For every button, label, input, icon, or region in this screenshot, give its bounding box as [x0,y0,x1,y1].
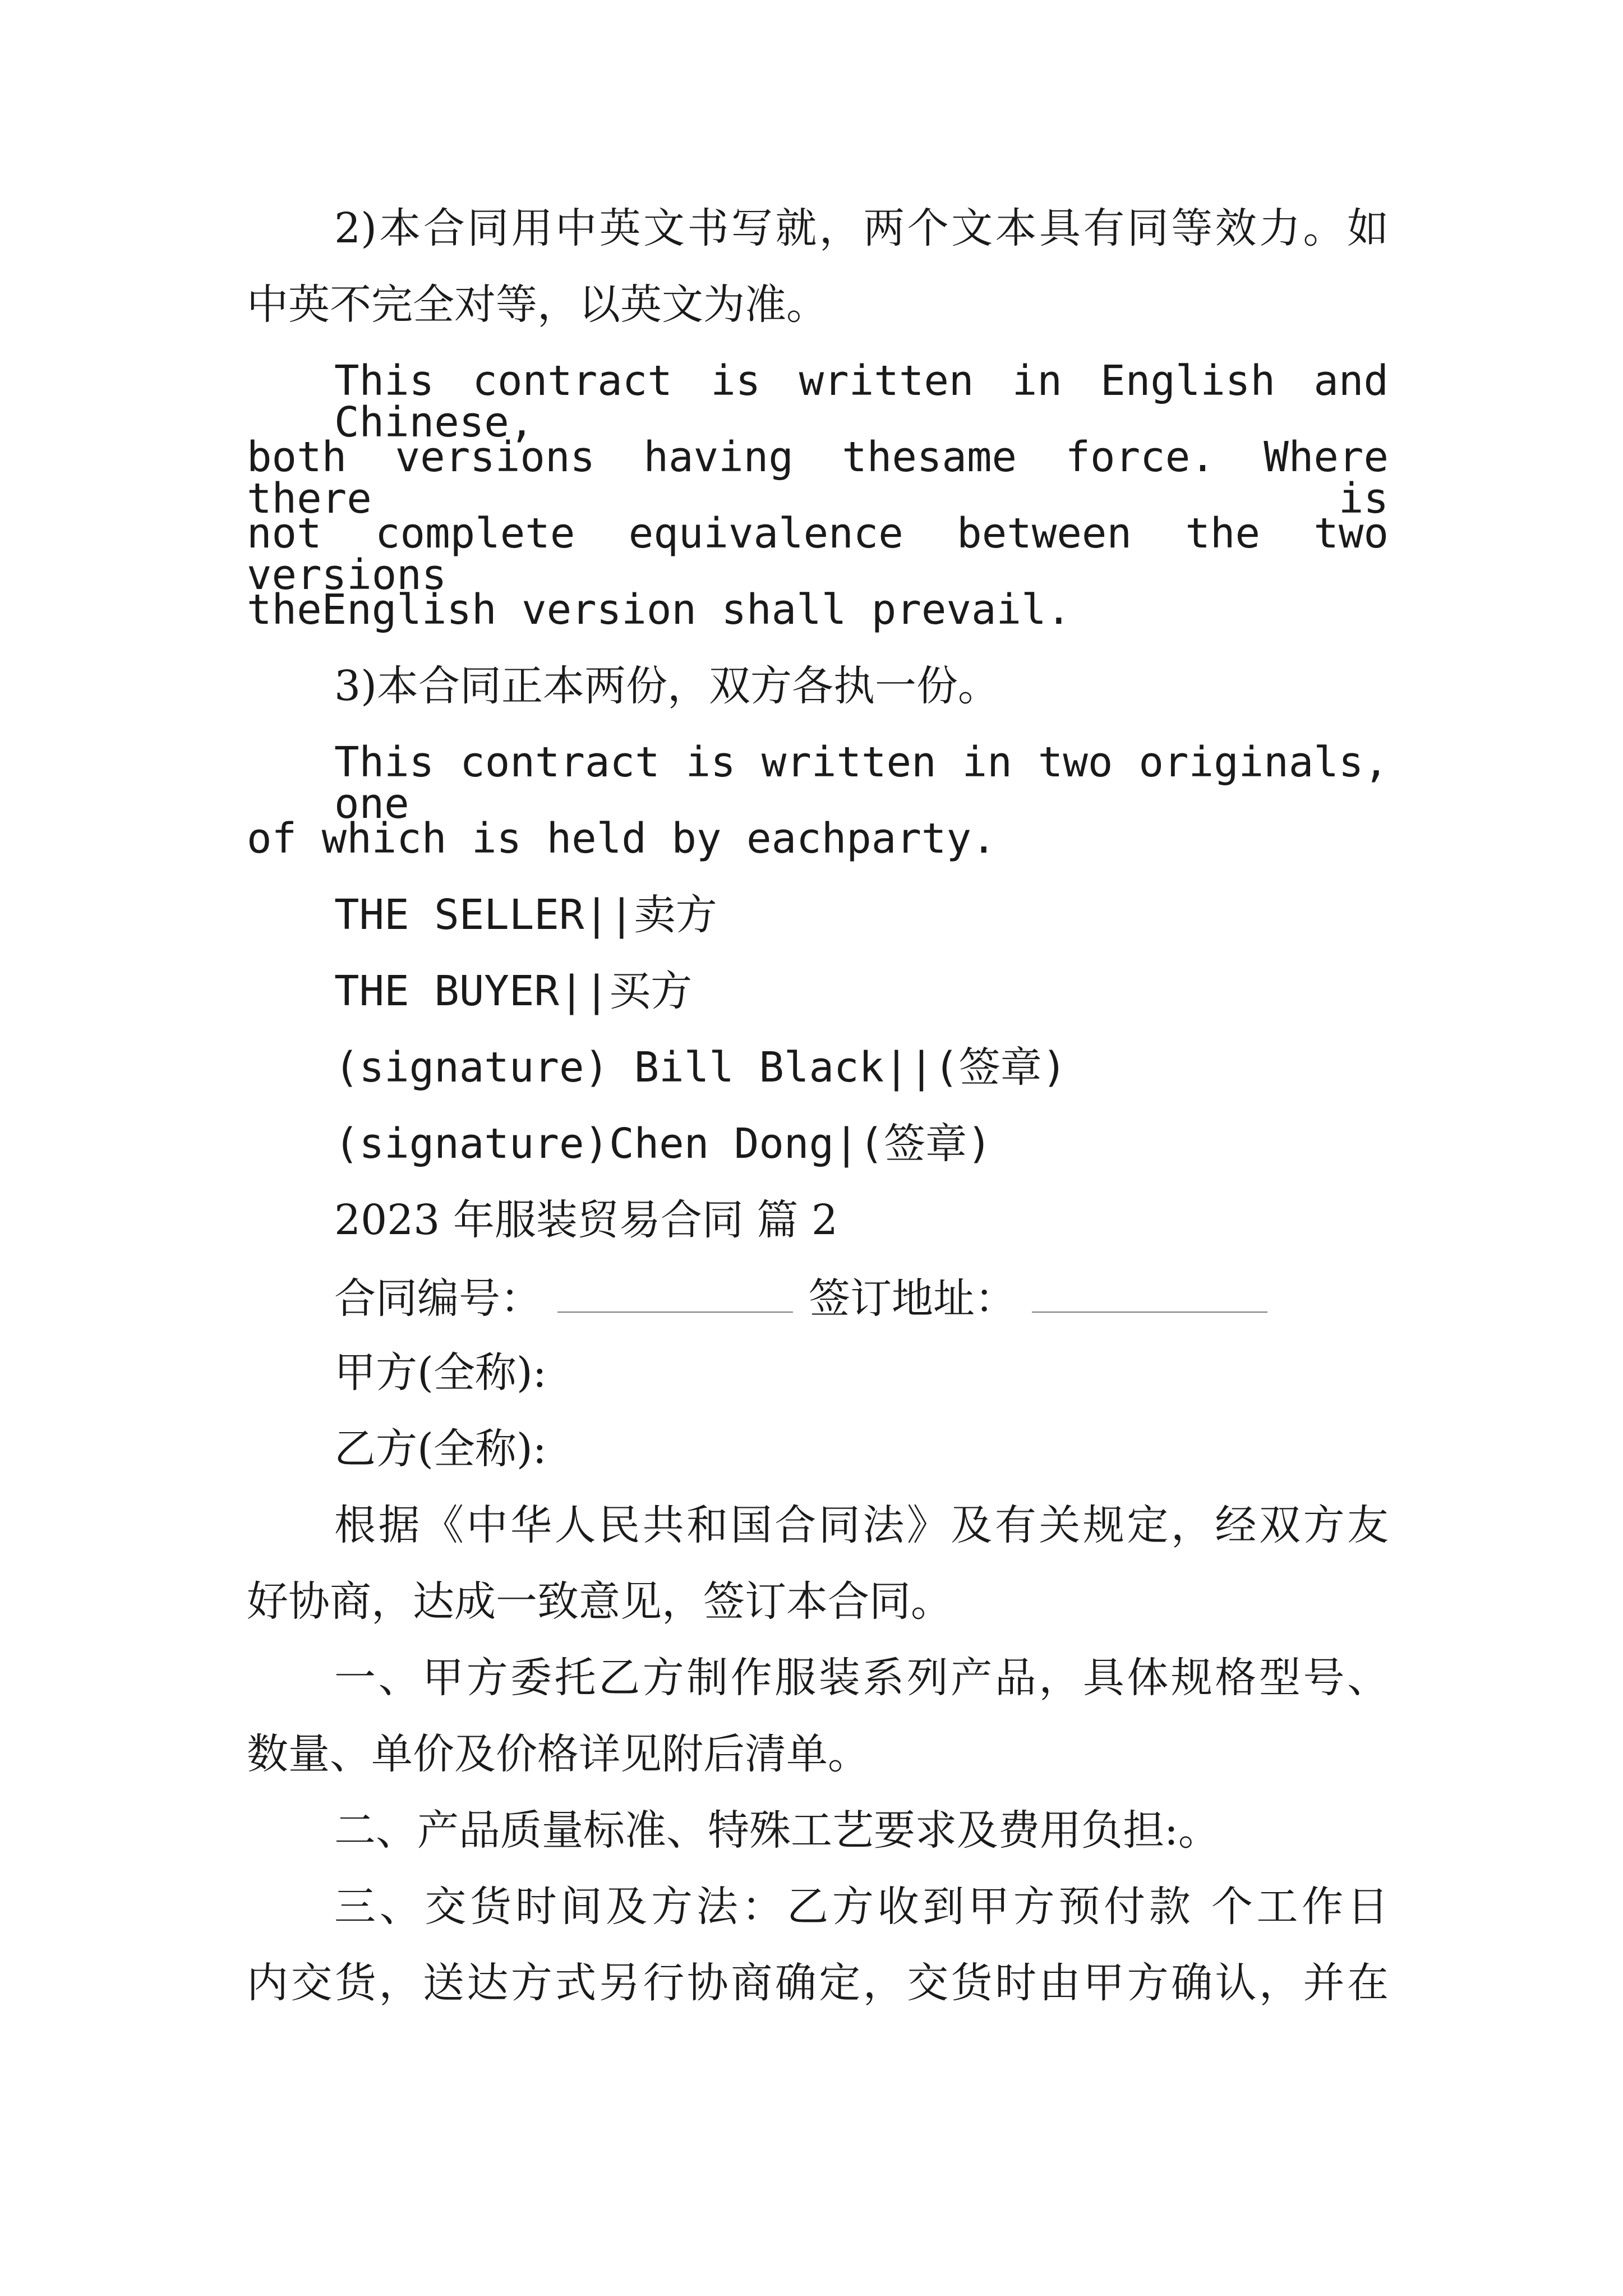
paragraph-line: 3)本合同正本两份，双方各执一份。 [334,662,999,710]
paragraph-line: This contract is written in two originals, one [334,738,1389,828]
signature-seller-line: THE SELLER||卖方 [334,891,717,939]
paragraph-line: both versions having thesame force. Where there is [247,433,1389,523]
paragraph-line: 数量、单价及价格详见附后清单。 [247,1730,869,1778]
sign-place-label: 签订地址： [809,1274,1016,1323]
signature-seller-sign-line: (signature) Bill Black||(签章) [334,1043,1067,1092]
signature-buyer-line: THE BUYER||买方 [334,967,693,1015]
contract-number-row [334,1276,1283,1326]
signature-buyer-sign-line: (signature)Chen Dong|(签章) [334,1120,992,1168]
paragraph-line: 一、甲方委托乙方制作服装系列产品，具体规格型号、 [334,1654,1389,1702]
paragraph-line: 三、交货时间及方法：乙方收到甲方预付款 个工作日 [334,1883,1389,1931]
contract-number-label: 合同编号： [334,1274,542,1323]
paragraph-line: theEnglish version shall prevail. [247,586,1072,634]
sign-place-blank [1032,1276,1267,1313]
paragraph-line: 二、产品质量标准、特殊工艺要求及费用负担:。 [334,1806,1220,1855]
paragraph-line: of which is held by eachparty. [247,815,997,863]
paragraph-line: 内交货，送达方式另行协商确定，交货时由甲方确认，并在 [247,1959,1389,2007]
party-a-line: 甲方(全称): [334,1349,547,1397]
paragraph-line: This contract is written in English and Chinese, [334,357,1389,447]
paragraph-line: 中英不完全对等，以英文为准。 [247,280,828,329]
contract-number-blank [557,1276,793,1313]
paragraph-line: 2)本合同用中英文书写就，两个文本具有同等效力。如 [334,204,1389,252]
section-heading: 2023 年服装贸易合同 篇 2 [334,1196,838,1244]
paragraph-line: 好协商，达成一致意见，签订本合同。 [247,1577,952,1626]
paragraph-line: not complete equivalence between the two versions [247,509,1389,599]
paragraph-line: 根据《中华人民共和国合同法》及有关规定，经双方友 [334,1501,1389,1549]
party-b-line: 乙方(全称): [334,1425,547,1473]
